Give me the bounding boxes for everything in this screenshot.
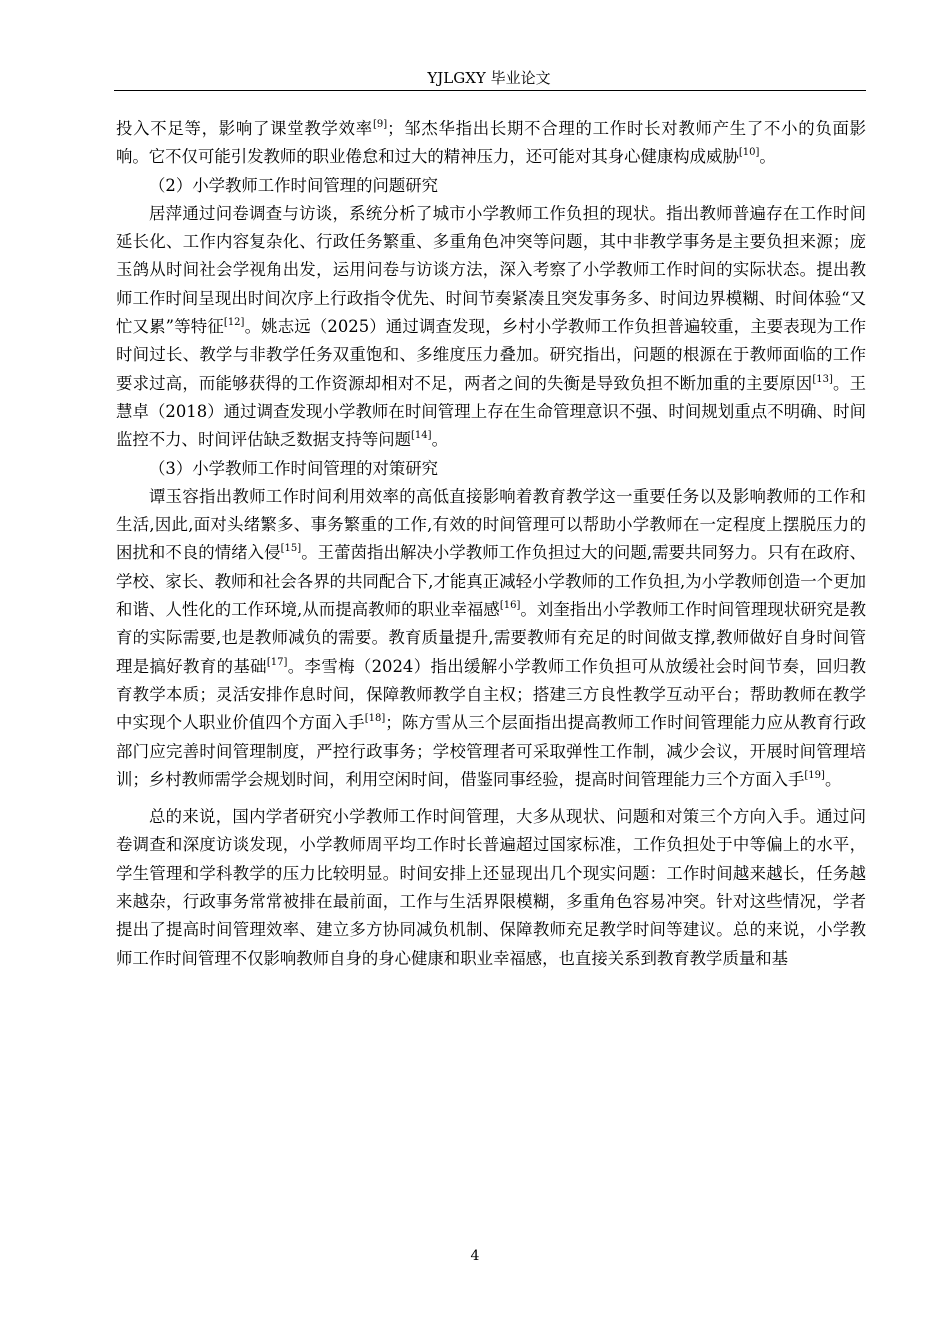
citation-mark: [10] bbox=[738, 147, 760, 159]
body-paragraph bbox=[116, 803, 866, 973]
paragraph-gap bbox=[116, 794, 866, 803]
paragraph-text: 谭玉容指出教师工作时间利用效率的高低直接影响着教育教学这一重要任务以及影响教师的工作和生活,因此,面对头绪繁多、事务繁重的工作,有效的时间管理可以帮助小学教师在一定程度上摆脱压力的困扰和不良的情绪入侵 bbox=[116, 486, 866, 563]
paragraph-text: 。姚志远（2025）通过调查发现，乡村小学教师工作负担普遍较重，主要表现为工作时间过长、教学与非教学任务双重饱和、多维度压力叠加。研究指出，问题的根源在于教师面临的工作要求过高，而能够获得的工作资源却相对不足，两者之间的失衡是导致负担不断加重的主要原因 bbox=[116, 317, 866, 393]
paragraph-text: 投入不足等，影响了课堂教学效率 bbox=[116, 119, 373, 138]
paragraph-text: 居萍通过问卷调查与访谈，系统分析了城市小学教师工作负担的现状。指出教师普遍存在工作时间延长化、工作内容复杂化、行政任务繁重、多重角色冲突等问题，其中非教学事务是主要负担来源；庞玉鸽从时间社会学视角出发，运用问卷与访谈方法，深入考察了小学教师工作时间的实际状态。提出教师工作时间呈现出时间次序上行政指令优先、时间节奏紧凑且突发事务多、时间边界模糊、时间体验“又忙又累”等特征 bbox=[116, 203, 866, 337]
paragraph-text: 。李雪梅（2024）指出缓解小学教师工作负担可从放缓社会时间节奏，回归教育教学本质；灵活安排作息时间，保障教师教学自主权；搭建三方良性教学互动平台；帮助教师在教学中实现个人职业价值四个方面入手 bbox=[116, 656, 866, 733]
body-paragraph bbox=[116, 200, 866, 455]
paragraph-text: 。 bbox=[824, 769, 842, 789]
citation-mark: [14] bbox=[411, 430, 432, 442]
header-rule bbox=[114, 90, 866, 91]
section-subheading bbox=[116, 172, 866, 200]
citation-mark: [18] bbox=[364, 713, 386, 725]
paragraph-text: ；邹杰华指出长期不合理的工作时长对教师产生了不小的负面影响。它不仅可能引发教师的职业倦怠和过大的精神压力，还可能对其身心健康构成威胁 bbox=[116, 119, 867, 167]
paragraph-text: 。王蕾茵指出解决小学教师工作负担过大的问题,需要共同努力。只有在政府、学校、家长、教师和社会各界的共同配合下,才能真正减轻小学教师的工作负担,为小学教师创造一个更加和谐、人性化的工作环境,从而提高教师的职业幸福感 bbox=[116, 543, 866, 620]
paragraph-text: 。 bbox=[431, 430, 448, 450]
citation-mark: [12] bbox=[223, 317, 245, 329]
paragraph-text: 。刘奎指出小学教师工作时间管理现状研究是教育的实际需要,也是教师减负的需要。教育质量提升,需要教师有充足的时间做支撑,教师做好自身时间管理是搞好教育的基础 bbox=[116, 600, 866, 676]
section-subheading bbox=[116, 455, 866, 483]
running-header: YJLGXY 毕业论文 bbox=[427, 69, 551, 87]
citation-mark: [9] bbox=[372, 119, 388, 130]
paragraph-text: （3）小学教师工作时间管理的对策研究 bbox=[149, 458, 439, 478]
paragraph-text: 。 bbox=[759, 147, 776, 167]
page-number: 4 bbox=[470, 1248, 480, 1264]
citation-mark: [16] bbox=[499, 600, 521, 612]
paragraph-text: ；陈方雪从三个层面指出提高教师工作时间管理能力应从教育行政部门应完善时间管理制度，严控行政事务；学校管理者可采取弹性工作制，减少会议，开展时间管理培训；乡村教师需学会规划时间，利用空闲时间，借鉴同事经验，提高时间管理能力三个方面入手 bbox=[116, 713, 867, 789]
paragraph-text: 。王慧卓（2018）通过调查发现小学教师在时间管理上存在生命管理意识不强、时间规划重点不明确、时间监控不力、时间评估缺乏数据支持等问题 bbox=[116, 373, 867, 450]
page-body bbox=[116, 115, 866, 973]
citation-mark: [15] bbox=[280, 543, 302, 555]
citation-mark: [13] bbox=[812, 373, 833, 385]
body-paragraph bbox=[116, 115, 866, 172]
paragraph-text: （2）小学教师工作时间管理的问题研究 bbox=[149, 175, 439, 195]
paragraph-text: 总的来说，国内学者研究小学教师工作时间管理，大多从现状、问题和对策三个方向入手。通过问卷调查和深度访谈发现，小学教师周平均工作时长普遍超过国家标准，工作负担处于中等偏上的水平，学生管理和学科教学的压力比较明显。时间安排上还显现出几个现实问题：工作时间越来越长，任务越来越杂，行政事务常常被排在最前面，工作与生活界限模糊，多重角色容易冲突。针对这些情况，学者提出了提高时间管理效率、建立多方协同减负机制、保障教师充足教学时间等建议。总的来说，小学教师工作时间管理不仅影响教师自身的身心健康和职业幸福感，也直接关系到教育教学质量和基 bbox=[116, 807, 866, 968]
body-paragraph bbox=[116, 483, 866, 794]
citation-mark: [19] bbox=[804, 769, 825, 781]
citation-mark: [17] bbox=[266, 656, 288, 668]
